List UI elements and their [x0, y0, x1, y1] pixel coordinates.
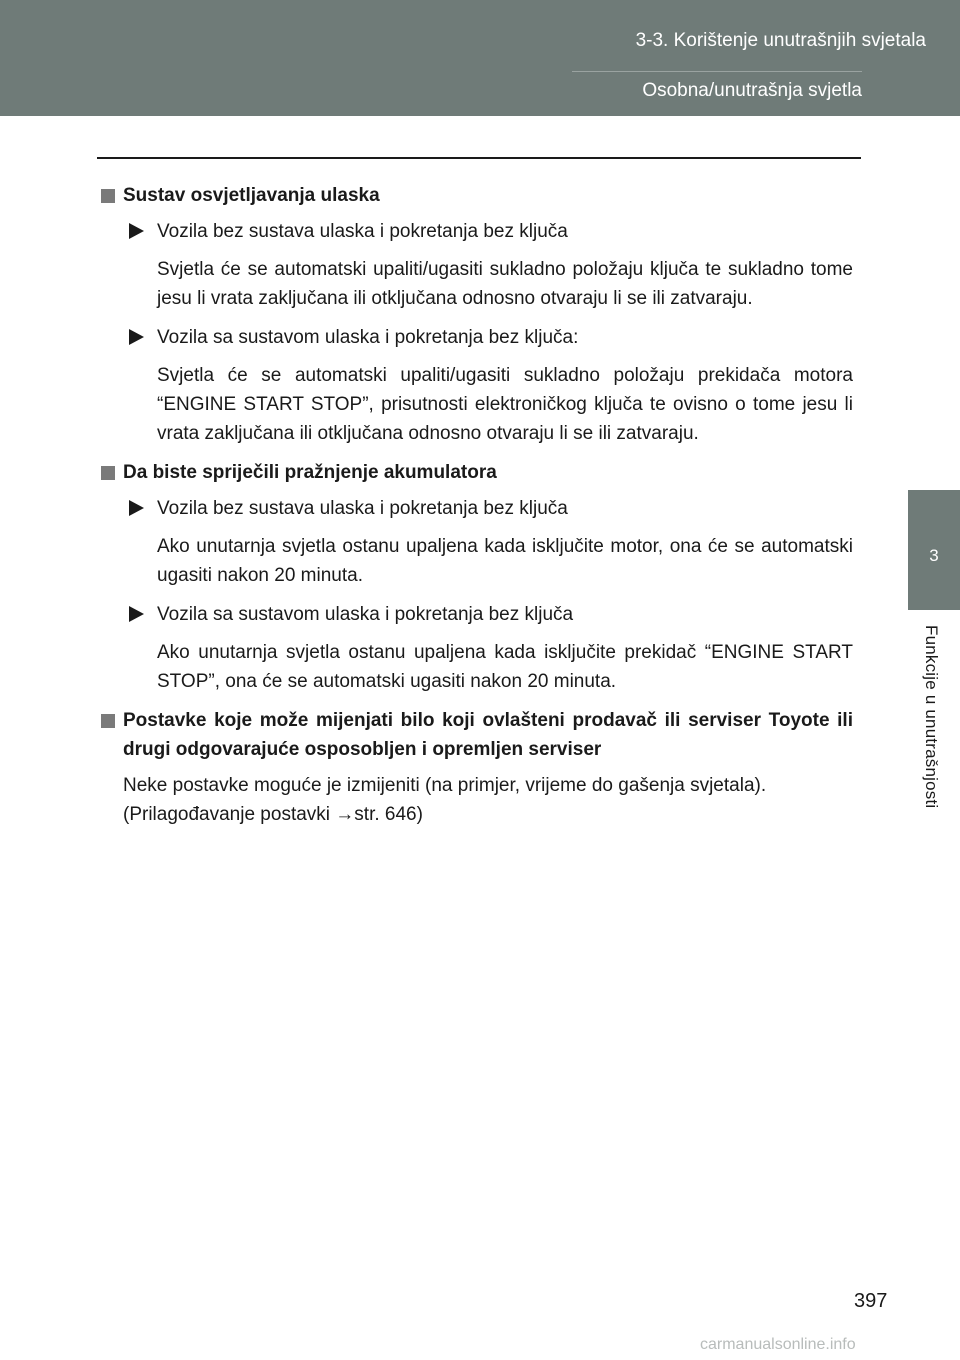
list-item: [101, 494, 853, 523]
square-bullet-icon: [101, 714, 115, 728]
paragraph-line: Neke postavke moguće je izmijeniti (na primjer, vrijeme do gašenja svjetala).: [123, 775, 767, 796]
item-label: Vozila sa sustavom ulaska i pokretanja bez ključa:: [157, 327, 579, 348]
square-bullet-icon: [101, 189, 115, 203]
square-bullet-icon: [101, 466, 115, 480]
section-heading: [101, 706, 853, 764]
top-rule: [97, 157, 861, 159]
page-number: 397: [854, 1290, 888, 1312]
watermark: carmanualsonline.info: [700, 1336, 856, 1353]
item-label: Vozila bez sustava ulaska i pokretanja bez ključa: [157, 221, 568, 242]
item-text: Ako unutarnja svjetla ostanu upaljena kada isključite motor, ona će se automatski ugasiti nakon 20 minuta.: [157, 536, 853, 586]
chapter-tab[interactable]: [908, 490, 960, 610]
item-label: Vozila bez sustava ulaska i pokretanja bez ključa: [157, 498, 568, 519]
section-heading: [101, 458, 853, 487]
triangle-bullet-icon: [129, 606, 144, 622]
page-content: [101, 181, 853, 829]
section-heading: [101, 181, 853, 210]
triangle-bullet-icon: [129, 500, 144, 516]
item-label: Vozila sa sustavom ulaska i pokretanja bez ključa: [157, 604, 574, 625]
chapter-label: Funkcije u unutrašnjosti: [922, 625, 941, 809]
list-item: [101, 600, 853, 629]
chapter-number: 3: [929, 546, 939, 565]
cross-reference-link[interactable]: (Prilagođavanje postavki →str. 646): [123, 804, 423, 825]
subsection-title: Osobna/unutrašnja svjetla: [642, 80, 862, 101]
section-heading-text: Postavke koje može mijenjati bilo koji ovlašteni prodavač ili serviser Toyote ili drugi odgovarajuće osposobljen i opremljen serviser: [123, 710, 853, 760]
list-item: [101, 323, 853, 352]
triangle-bullet-icon: [129, 223, 144, 239]
header-divider: [572, 71, 862, 72]
section-heading-text: Sustav osvjetljavanja ulaska: [123, 185, 380, 206]
page-header: [0, 0, 960, 116]
list-item: [101, 217, 853, 246]
item-text: Svjetla će se automatski upaliti/ugasiti sukladno položaju ključa te sukladno tome jesu li vrata zaključana ili otključana odnosno otvaraju li se ili zatvaraju.: [157, 259, 853, 309]
section-heading-text: Da biste spriječili pražnjenje akumulatora: [123, 462, 497, 483]
item-text: Ako unutarnja svjetla ostanu upaljena kada isključite prekidač “ENGINE START STOP”, ona će se automatski ugasiti nakon 20 minuta.: [157, 642, 853, 692]
section-title: 3-3. Korištenje unutrašnjih svjetala: [635, 30, 926, 51]
triangle-bullet-icon: [129, 329, 144, 345]
item-text: Svjetla će se automatski upaliti/ugasiti sukladno položaju prekidača motora “ENGINE START STOP”, prisutnosti elektroničkog ključa te ovisno o tome jesu li vrata zaključana ili otključana odnosno otvaraju li se ili zatvaraju.: [157, 365, 853, 444]
